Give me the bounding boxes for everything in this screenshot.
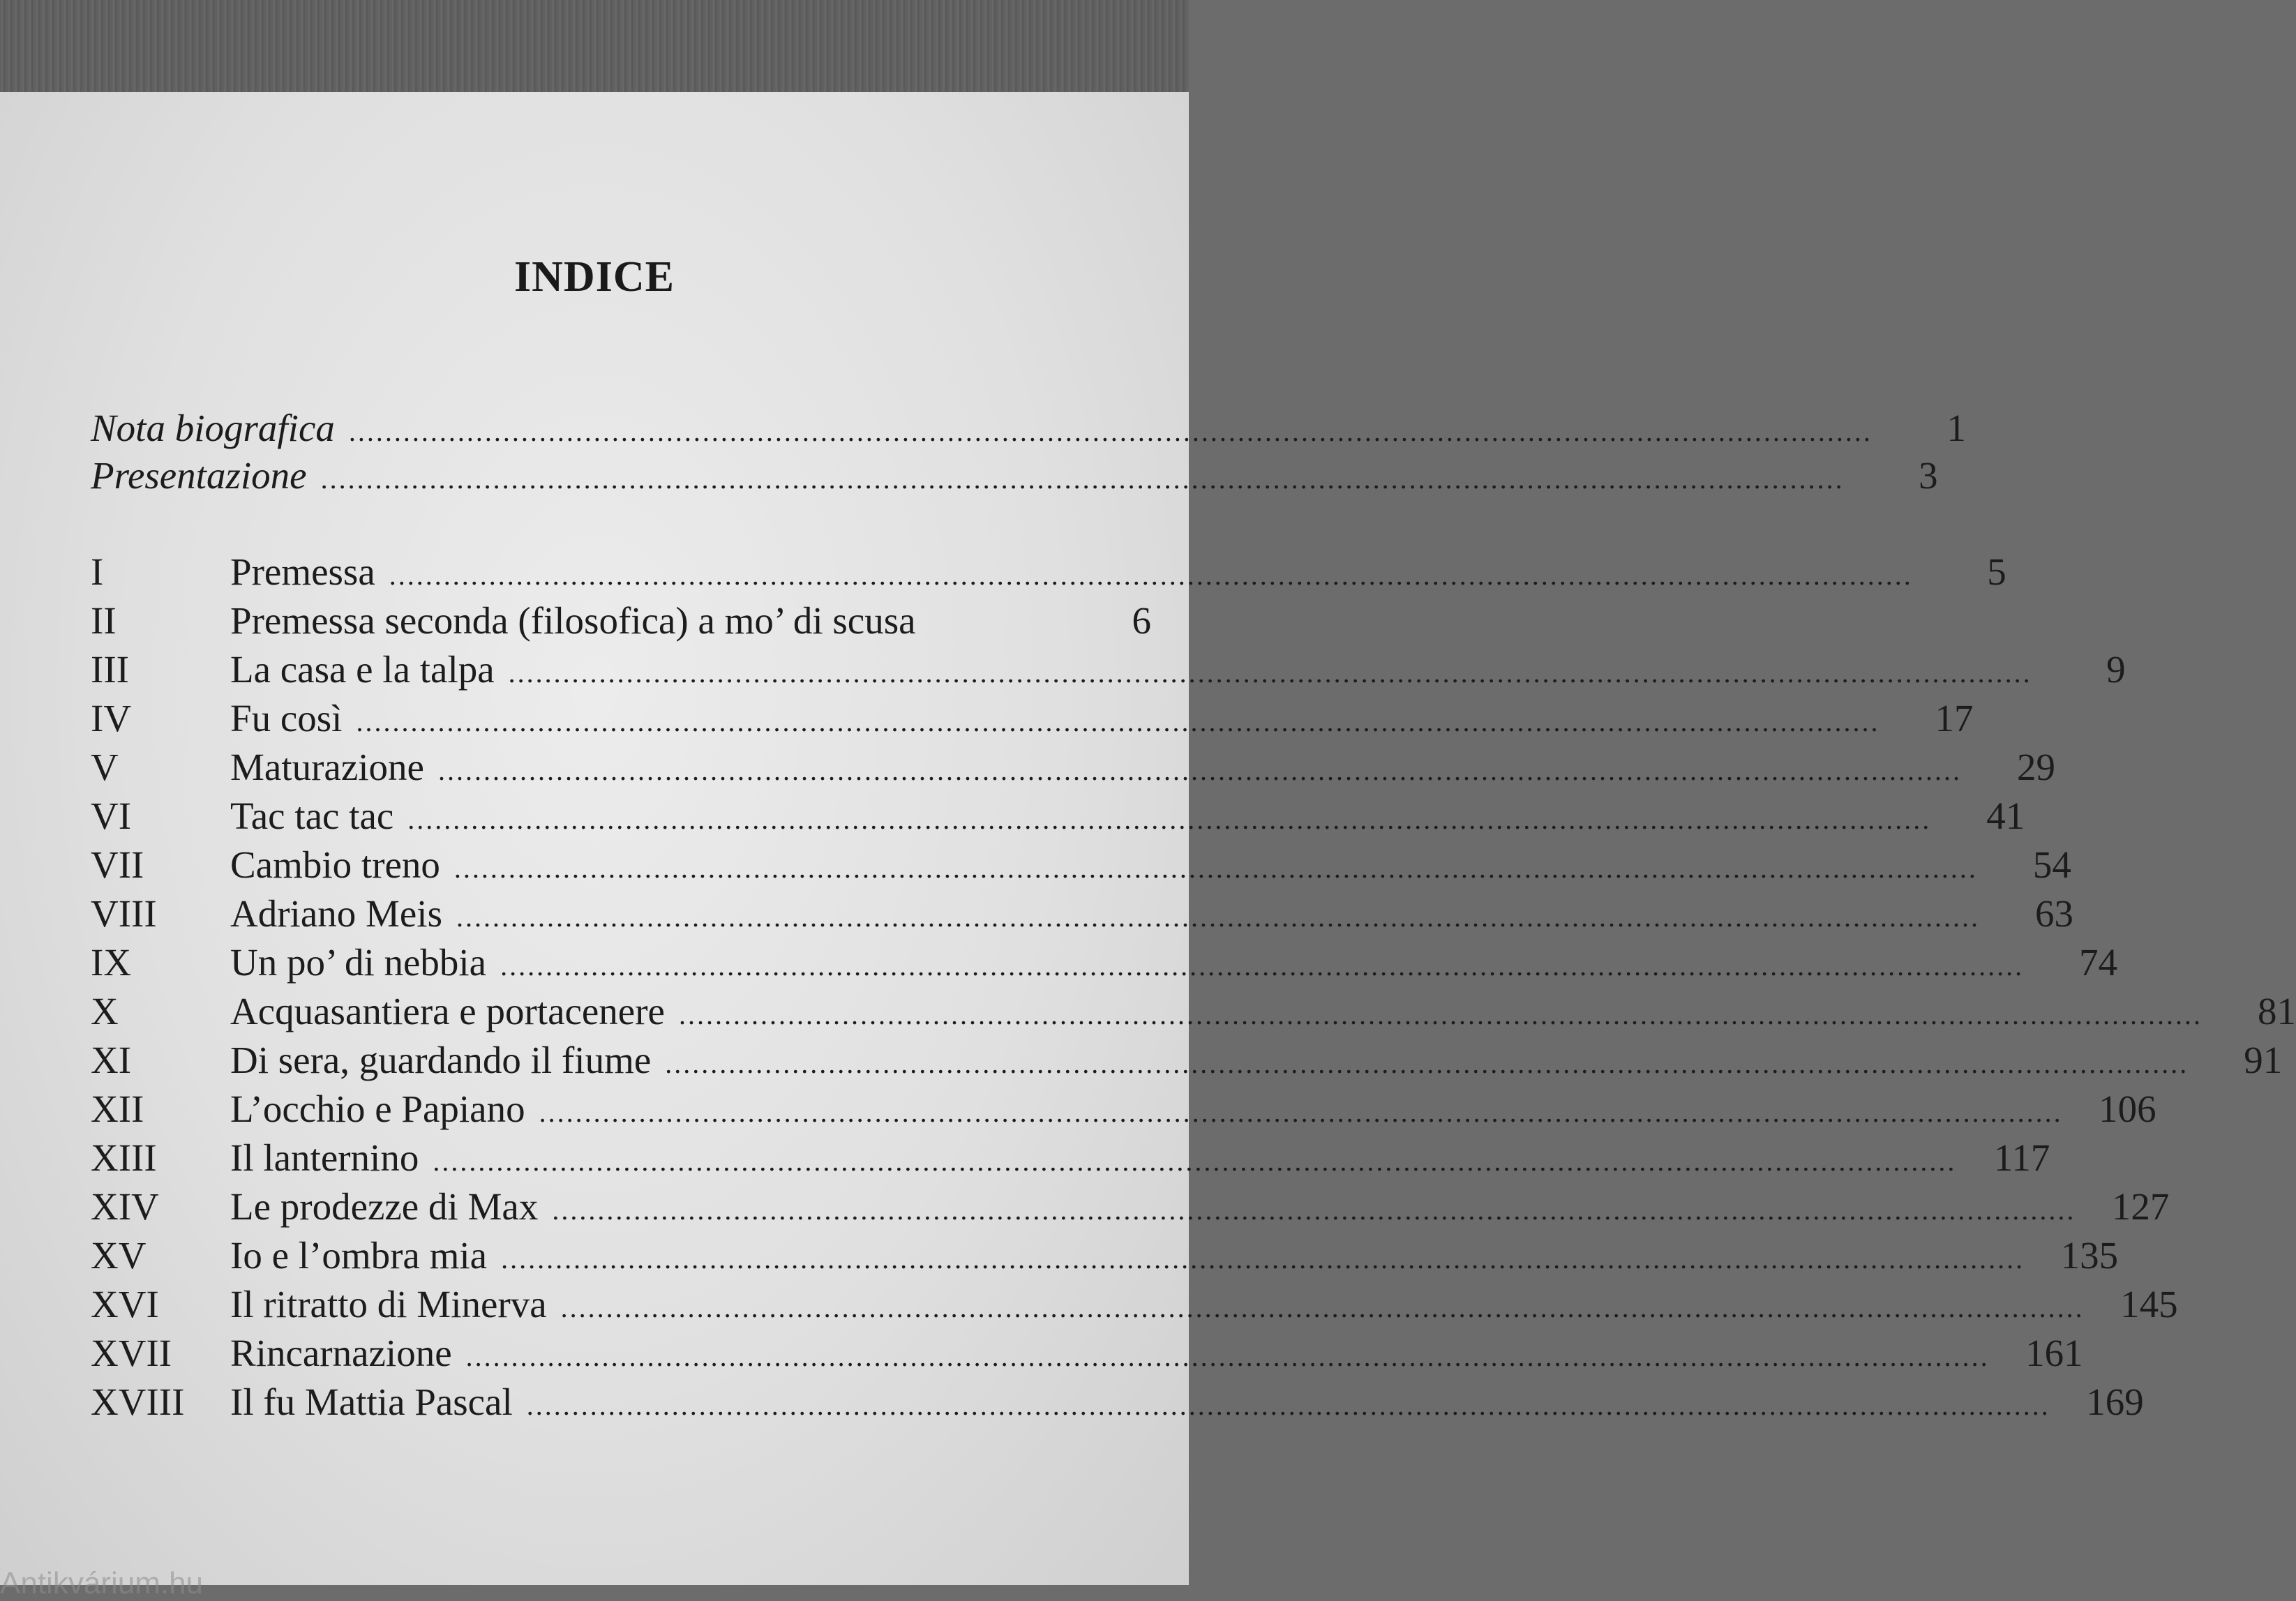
dot-leader: ........................................................................................................................................................................ bbox=[437, 755, 1962, 786]
chapter-title: Cambio treno bbox=[230, 843, 440, 886]
chapter-page-number: 135 bbox=[2060, 1234, 2119, 1277]
chapter-title: Il lanternino bbox=[230, 1136, 419, 1179]
chapter-title: Fu così bbox=[230, 697, 343, 739]
dot-leader: ........................................................................................................................................................................ bbox=[539, 1097, 2063, 1128]
watermark: Antikvárium.hu bbox=[0, 1566, 204, 1600]
chapter-page-number: 169 bbox=[2086, 1381, 2144, 1423]
dot-leader: ........................................................................................................................................................................ bbox=[560, 1292, 2085, 1323]
dot-leader: ........................................................................................................................................................................ bbox=[456, 901, 1980, 933]
entry-page-number: 1 bbox=[1946, 407, 1966, 449]
dot-leader: ........................................................................................................................................................................ bbox=[508, 657, 2032, 689]
chapter-page-number: 161 bbox=[2025, 1332, 2083, 1374]
chapter-number: VII bbox=[91, 843, 144, 886]
chapter-entry bbox=[91, 1331, 2083, 1380]
chapter-entry bbox=[91, 1233, 2119, 1282]
dot-leader: ........................................................................................................................................................................ bbox=[500, 950, 2025, 982]
chapter-page-number: 17 bbox=[1935, 697, 1974, 739]
chapter-page-number: 106 bbox=[2099, 1088, 2156, 1130]
chapter-entry bbox=[91, 1038, 2283, 1087]
entry-label: Nota biografica bbox=[91, 407, 335, 449]
chapter-number: X bbox=[91, 990, 119, 1032]
chapter-title: Maturazione bbox=[230, 746, 424, 788]
chapter-number: II bbox=[91, 599, 117, 642]
chapter-number: III bbox=[91, 648, 129, 691]
chapter-page-number: 145 bbox=[2120, 1283, 2178, 1325]
toc-entry bbox=[91, 453, 1938, 502]
chapter-number: I bbox=[91, 550, 104, 593]
dot-leader: ........................................................................................................................................................................ bbox=[552, 1194, 2076, 1226]
chapter-title: Il fu Mattia Pascal bbox=[230, 1381, 513, 1423]
chapter-title: Di sera, guardando il fiume bbox=[230, 1039, 652, 1081]
chapter-title: Premessa seconda (filosofica) a mo’ di scusa bbox=[230, 599, 916, 642]
dot-leader: ........................................................................................................................................................................ bbox=[501, 1243, 2025, 1275]
chapter-number: IX bbox=[91, 941, 132, 984]
chapter-entry bbox=[91, 843, 2071, 892]
chapter-entry bbox=[91, 647, 2126, 696]
chapter-number: IV bbox=[91, 697, 132, 739]
chapter-title: Le prodezze di Max bbox=[230, 1185, 539, 1228]
chapter-number: XV bbox=[91, 1234, 147, 1277]
chapter-entry bbox=[91, 745, 2055, 794]
backdrop bbox=[0, 0, 1189, 105]
chapter-page-number: 127 bbox=[2111, 1185, 2170, 1228]
dot-leader: ........................................................................................................................................................................ bbox=[526, 1390, 2050, 1421]
chapter-page-number: 6 bbox=[1132, 599, 1151, 642]
chapter-number: VIII bbox=[91, 892, 157, 935]
chapter-title: Io e l’ombra mia bbox=[230, 1234, 488, 1277]
chapter-page-number: 9 bbox=[2106, 648, 2126, 691]
chapter-number: V bbox=[91, 746, 119, 788]
chapter-title: Tac tac tac bbox=[230, 795, 394, 837]
chapter-entry bbox=[91, 940, 2118, 989]
page-title: INDICE bbox=[514, 253, 675, 301]
dot-leader: ........................................................................................................................................................................ bbox=[348, 416, 1873, 447]
chapter-page-number: 91 bbox=[2244, 1039, 2283, 1081]
entry-page-number: 3 bbox=[1919, 454, 1938, 497]
chapter-number: XVI bbox=[91, 1283, 159, 1325]
chapter-number: XVIII bbox=[91, 1381, 185, 1423]
chapter-page-number: 81 bbox=[2257, 990, 2296, 1032]
chapter-title: La casa e la talpa bbox=[230, 648, 495, 691]
dot-leader: ........................................................................................................................................................................ bbox=[665, 1048, 2189, 1079]
chapter-number: XIV bbox=[91, 1185, 159, 1228]
chapter-number: XI bbox=[91, 1039, 132, 1081]
chapter-page-number: 74 bbox=[2079, 941, 2118, 984]
chapter-page-number: 63 bbox=[2034, 892, 2073, 935]
chapter-page-number: 41 bbox=[1986, 795, 2025, 837]
chapter-entry bbox=[91, 989, 2296, 1038]
chapter-title: Premessa bbox=[230, 550, 375, 593]
chapter-entry bbox=[91, 1185, 2170, 1233]
chapter-title: Rincarnazione bbox=[230, 1332, 452, 1374]
chapter-title: L’occhio e Papiano bbox=[230, 1088, 525, 1130]
toc-entry bbox=[91, 406, 1966, 455]
dot-leader: ........................................................................................................................................................................ bbox=[320, 463, 1845, 495]
dot-leader: ........................................................................................................................................................................ bbox=[356, 706, 1880, 737]
chapter-page-number: 5 bbox=[1987, 550, 2006, 593]
chapter-number: XVII bbox=[91, 1332, 172, 1374]
chapter-number: XIII bbox=[91, 1136, 157, 1179]
chapter-entry bbox=[91, 794, 2025, 843]
chapter-entry bbox=[91, 696, 1974, 745]
chapter-page-number: 117 bbox=[1993, 1136, 2050, 1179]
chapter-title: Acquasantiera e portacenere bbox=[230, 990, 665, 1032]
dot-leader: ........................................................................................................................................................................ bbox=[433, 1145, 1957, 1177]
chapter-entry bbox=[91, 1380, 2144, 1429]
dot-leader: ........................................................................................................................................................................ bbox=[407, 804, 1932, 835]
chapter-number: XII bbox=[91, 1088, 144, 1130]
chapter-entry bbox=[91, 550, 2006, 599]
chapter-entry bbox=[91, 1282, 2178, 1331]
chapter-page-number: 29 bbox=[2016, 746, 2055, 788]
chapter-page-number: 54 bbox=[2032, 843, 2071, 886]
entry-label: Presentazione bbox=[91, 454, 307, 497]
chapter-entry bbox=[91, 892, 2073, 940]
chapter-title: Adriano Meis bbox=[230, 892, 442, 935]
chapter-entry bbox=[91, 1136, 2050, 1185]
dot-leader: ........................................................................................................................................................................ bbox=[678, 999, 2203, 1030]
chapter-title: Un po’ di nebbia bbox=[230, 941, 487, 984]
chapter-entry bbox=[91, 599, 1151, 647]
dot-leader: ........................................................................................................................................................................ bbox=[453, 852, 1978, 884]
chapter-title: Il ritratto di Minerva bbox=[230, 1283, 547, 1325]
dot-leader: ........................................................................................................................................................................ bbox=[389, 559, 1913, 591]
chapter-number: VI bbox=[91, 795, 132, 837]
chapter-entry bbox=[91, 1087, 2156, 1136]
book-page bbox=[0, 92, 2296, 1585]
dot-leader: ........................................................................................................................................................................ bbox=[465, 1341, 1990, 1372]
